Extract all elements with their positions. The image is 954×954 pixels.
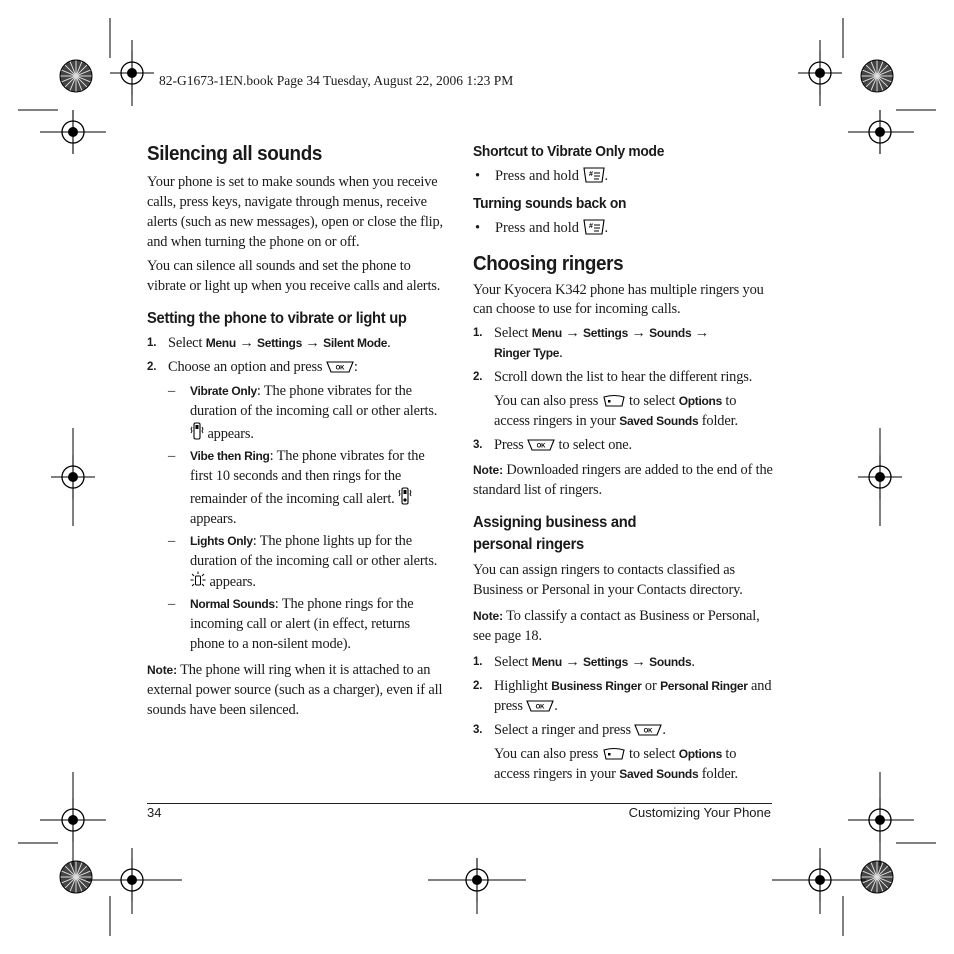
subsection-title: Assigning business and personal ringers xyxy=(473,514,637,553)
options-list xyxy=(168,381,445,654)
option-name: Normal Sounds xyxy=(190,597,275,611)
intro-paragraph: You can silence all sounds and set the phone to vibrate or light up when you receive calls and alerts. xyxy=(147,258,441,294)
color-target-icon xyxy=(60,60,92,92)
section-title: Choosing ringers xyxy=(473,252,624,275)
intro-paragraph: Your phone is set to make sounds when you receive calls, press keys, navigate through menus, receive alerts (such as new messages), open or close the flip, and when turning the phone on or off. xyxy=(147,174,444,250)
svg-text:OK: OK xyxy=(536,443,546,450)
section-title: Silencing all sounds xyxy=(147,142,323,165)
step-detail: You can also press to select Options to access ringers in your Saved Sounds folder. xyxy=(494,393,738,429)
option-name: Vibe then Ring xyxy=(190,449,270,463)
ok-key-icon xyxy=(326,360,354,374)
list-item: 2. Choose an option and press OK : xyxy=(147,359,358,375)
list-item: – Lights Only: The phone lights up for the duration of the incoming call or other alerts. appears. xyxy=(168,533,438,590)
svg-text:#: # xyxy=(588,223,593,230)
settings-label: Settings xyxy=(257,336,302,350)
note: Note: Downloaded ringers are added to the end of the standard list of ringers. xyxy=(473,462,773,498)
left-softkey-icon xyxy=(602,747,626,761)
color-target-icon xyxy=(60,861,92,893)
list-item: 2. Highlight Business Ringer or Personal Ringer and press OK . xyxy=(473,678,772,714)
step-detail: You can also press to select Options to access ringers in your Saved Sounds folder. xyxy=(494,746,738,782)
shortcut-list xyxy=(473,166,773,186)
note: Note: To classify a contact as Business or Personal, see page 18. xyxy=(473,608,760,644)
vibe-then-ring-icon xyxy=(398,486,412,506)
option-name: Vibrate Only xyxy=(190,384,257,398)
page-number: 34 xyxy=(147,805,162,820)
footer-section: Customizing Your Phone xyxy=(628,805,771,820)
left-softkey-icon xyxy=(602,394,626,408)
note: Note: The phone will ring when it is attached to an external power source (such as a charger), even if all sounds have been silenced. xyxy=(147,662,443,718)
list-item: 3. Press OK to select one. xyxy=(473,437,632,453)
choosing-steps xyxy=(473,323,773,455)
left-column xyxy=(147,140,445,720)
lights-icon xyxy=(190,571,206,589)
silent-mode-label: Silent Mode xyxy=(323,336,388,350)
ok-key-icon xyxy=(527,438,555,452)
note-label: Note: xyxy=(147,663,177,677)
list-item: 1. Select Menu → Settings → Sounds → Ringer Type. xyxy=(473,325,710,361)
svg-text:OK: OK xyxy=(335,365,345,372)
list-item: – Normal Sounds: The phone rings for the incoming call or alert (in effect, returns phone to a non-silent mode). xyxy=(168,596,414,652)
list-item: – Vibrate Only: The phone vibrates for the duration of the incoming call or other alerts. appears. xyxy=(168,383,438,442)
svg-text:OK: OK xyxy=(535,704,545,711)
subsection-title: Setting the phone to vibrate or light up xyxy=(147,310,407,327)
list-item: • Press and hold # . xyxy=(475,220,609,236)
vibrate-icon xyxy=(190,421,204,441)
list-item: – Vibe then Ring: The phone vibrates for the first 10 seconds and then rings for the remainder of the incoming call alert. appears. xyxy=(168,448,425,527)
subsection-title: Turning sounds back on xyxy=(473,195,627,212)
svg-text:OK: OK xyxy=(644,728,653,735)
turning-list xyxy=(473,218,773,238)
steps-list xyxy=(147,333,445,377)
pound-vibrate-key-icon xyxy=(583,167,605,183)
list-item: 2. Scroll down the list to hear the different rings. You can also press to select Options to access ringers in your Saved Sounds folder. xyxy=(473,367,773,431)
subsection-title: Shortcut to Vibrate Only mode xyxy=(473,143,665,160)
color-target-icon xyxy=(861,60,893,92)
pound-vibrate-key-icon xyxy=(583,219,605,235)
list-item: 1. Select Menu → Settings → Sounds. xyxy=(473,654,695,670)
intro-paragraph: You can assign ringers to contacts classified as Business or Personal in your Contacts directory. xyxy=(473,562,743,598)
color-target-icon xyxy=(861,861,893,893)
list-item: • Press and hold # . xyxy=(475,168,609,184)
list-item: 1. Select Menu → Settings → Silent Mode. xyxy=(147,335,391,351)
print-header: 82-G1673-1EN.book Page 34 Tuesday, August 22, 2006 1:23 PM xyxy=(159,73,514,88)
footer-rule xyxy=(147,803,772,804)
intro-paragraph: Your Kyocera K342 phone has multiple ringers you can choose to use for incoming calls. xyxy=(473,282,764,317)
assign-steps xyxy=(473,652,773,784)
ok-key-icon xyxy=(526,699,554,713)
right-column xyxy=(473,142,773,784)
list-item: 3. Select a ringer and press OK . You can also press to select Options to access ringers in your Saved Sounds folder. xyxy=(473,720,773,784)
option-name: Lights Only xyxy=(190,534,253,548)
menu-label: Menu xyxy=(205,336,236,350)
ok-key-icon xyxy=(634,723,662,737)
svg-text:#: # xyxy=(588,171,593,178)
